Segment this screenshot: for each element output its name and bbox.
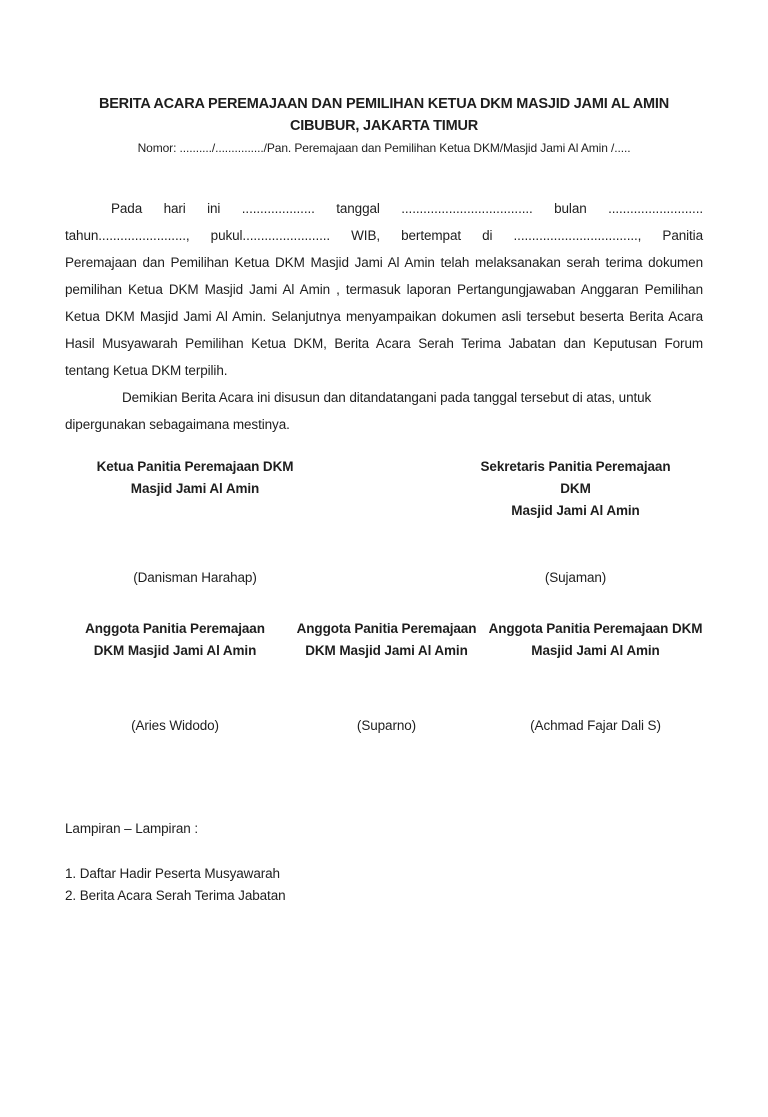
signature-role (448, 456, 703, 568)
paragraph-line: Pada hari ini .................... tanggal .................................... bulan .......................... (111, 201, 703, 216)
document-header (65, 93, 703, 157)
signature-role (65, 456, 325, 568)
signature-role-line: Anggota Panitia Peremajaan (85, 621, 265, 636)
signature-role-line: Anggota Panitia Peremajaan (296, 621, 477, 636)
paragraph-line: tentang Ketua DKM terpilih. (65, 363, 228, 378)
document-page (0, 93, 768, 1117)
signature-role-line: Anggota Panitia Peremajaan DKM (488, 621, 703, 636)
paragraph-line: Peremajaan dan Pemilihan Ketua DKM Masjid Jami Al Amin telah melaksanakan serah terima dokumen (65, 255, 703, 270)
signature-name: (Aries Widodo) (131, 718, 219, 733)
paragraph-opening (65, 195, 703, 384)
paragraph-line: dipergunakan sebagaimana mestinya. (65, 417, 290, 432)
signature-role-line: DKM Masjid Jami Al Amin (305, 643, 468, 658)
document-title-line1: BERITA ACARA PEREMAJAAN DAN PEMILIHAN KETUA DKM MASJID JAMI AL AMIN (98, 96, 670, 112)
paragraph-line: Demikian Berita Acara ini disusun dan ditandatangani pada tanggal tersebut di atas, untuk (122, 390, 652, 405)
paragraph-line: Hasil Musyawarah Pemilihan Ketua DKM, Berita Acara Serah Terima Jabatan dan Keputusan Forum (65, 336, 703, 351)
lampiran-heading: Lampiran – Lampiran : (65, 821, 198, 836)
signature-name: (Danisman Harahap) (133, 570, 257, 585)
signature-role-line: DKM (560, 481, 591, 496)
document-number-line: Nomor: ........../.............../Pan. Peremajaan dan Pemilihan Ketua DKM/Masjid Jami Al Amin /..... (137, 141, 631, 155)
signature-role (287, 618, 487, 716)
signature-role-line: Ketua Panitia Peremajaan DKM (96, 459, 294, 474)
signature-name: (Sujaman) (544, 570, 607, 585)
document-title-line2: CIBUBUR, JAKARTA TIMUR (289, 118, 479, 134)
signature-role-line: Masjid Jami Al Amin (130, 481, 260, 496)
lampiran-item: 1. Daftar Hadir Peserta Musyawarah (65, 866, 280, 881)
signature-row-2 (65, 618, 703, 736)
paragraph-line: pemilihan Ketua DKM Masjid Jami Al Amin , termasuk laporan Pertangungjawaban Anggaran Pemilihan (65, 282, 703, 297)
paragraph-line: Ketua DKM Masjid Jami Al Amin. Selanjutnya menyampaikan dokumen asli tersebut beserta Berita Acara (65, 309, 703, 324)
paragraph-line: tahun........................, pukul........................ WIB, bertempat di .................................., Panitia (65, 228, 703, 243)
signature-block-sekretaris (448, 456, 703, 588)
signature-name: (Achmad Fajar Dali S) (530, 718, 661, 733)
signature-role-line: Sekretaris Panitia Peremajaan (480, 459, 671, 474)
signature-name: (Suparno) (356, 718, 417, 733)
signature-row-1 (65, 456, 703, 588)
lampiran-item: 2. Berita Acara Serah Terima Jabatan (65, 888, 286, 903)
signature-role (65, 618, 285, 716)
lampiran-list (65, 863, 703, 907)
paragraph-closing (65, 384, 703, 438)
signature-role (488, 618, 703, 716)
signature-block-ketua (65, 456, 325, 588)
lampiran-section (65, 818, 703, 907)
signature-role-line: DKM Masjid Jami Al Amin (93, 643, 257, 658)
signature-role-line: Masjid Jami Al Amin (531, 643, 660, 658)
signature-block-anggota-1 (65, 618, 285, 736)
signature-block-anggota-2 (287, 618, 487, 736)
signature-role-line: Masjid Jami Al Amin (511, 503, 640, 518)
document-content (0, 93, 768, 907)
signature-block-anggota-3 (488, 618, 703, 736)
